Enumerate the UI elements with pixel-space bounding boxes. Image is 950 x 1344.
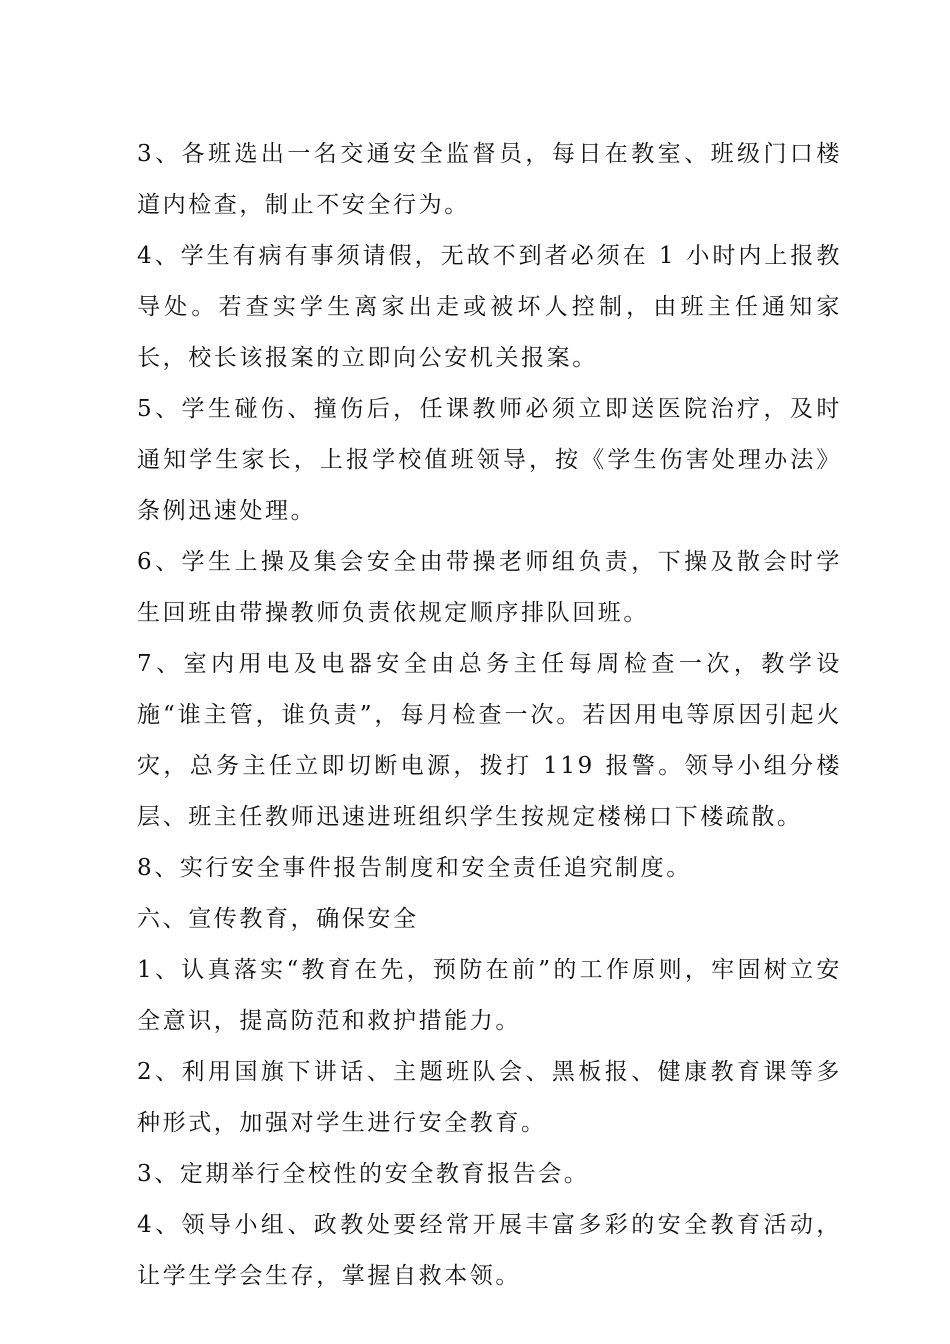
paragraph-education-forms: 2、利用国旗下讲话、主题班队会、黑板报、健康教育课等多种形式，加强对学生进行安全教育。 <box>137 1059 842 1136</box>
paragraph-assembly-safety: 6、学生上操及集会安全由带操老师组负责，下操及散会时学生回班由带操教师负责依规定顺序排队回班。 <box>137 549 842 626</box>
paragraph-school-report-meeting: 3、定期举行全校性的安全教育报告会。 <box>137 1161 590 1187</box>
paragraph-prevention-principle: 1、认真落实“教育在先，预防在前”的工作原则，牢固树立安全意识，提高防范和救护措能力。 <box>137 957 842 1034</box>
document-body <box>137 129 842 1302</box>
paragraph-education-activities: 4、领导小组、政教处要经常开展丰富多彩的安全教育活动，让学生学会生存，掌握自救本领。 <box>137 1212 842 1289</box>
section-heading-publicity-education: 六、宣传教育，确保安全 <box>137 906 419 932</box>
paragraph-injury-handling: 5、学生碰伤、撞伤后，任课教师必须立即送医院治疗，及时通知学生家长，上报学校值班领导，按《学生伤害处理办法》条例迅速处理。 <box>137 396 842 524</box>
paragraph-electrical-safety: 7、室内用电及电器安全由总务主任每周检查一次，教学设施“谁主管，谁负责”，每月检查一次。若因用电等原因引起火灾，总务主任立即切断电源，拨打 119 报警。领导小组分楼层、班主任教师迅速进班组织学生按规定楼梯口下楼疏散。 <box>137 651 842 830</box>
paragraph-traffic-supervisor: 3、各班选出一名交通安全监督员，每日在教室、班级门口楼道内检查，制止不安全行为。 <box>137 141 842 218</box>
paragraph-leave-request: 4、学生有病有事须请假，无故不到者必须在 1 小时内上报教导处。若查实学生离家出走或被坏人控制，由班主任通知家长，校长该报案的立即向公安机关报案。 <box>137 243 842 371</box>
paragraph-incident-reporting: 8、实行安全事件报告制度和安全责任追究制度。 <box>137 855 692 881</box>
